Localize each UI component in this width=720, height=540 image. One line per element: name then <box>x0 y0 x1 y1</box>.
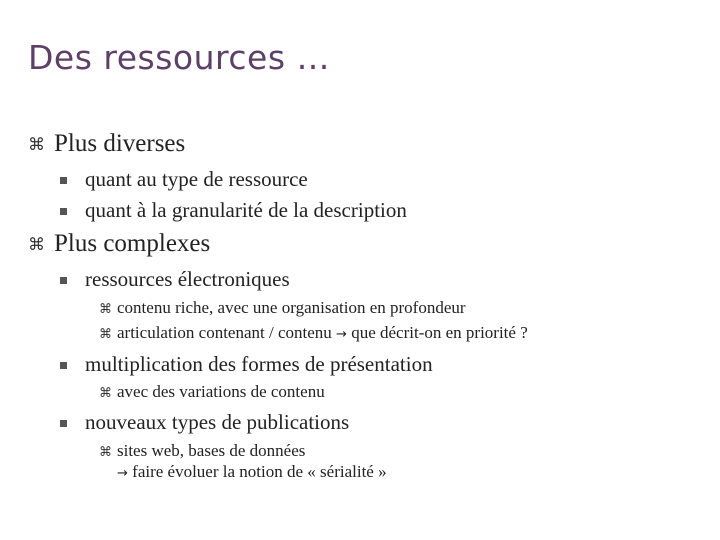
right-arrow-icon: → <box>117 466 128 481</box>
detail-text: contenu riche, avec une organisation en profondeur <box>117 298 466 317</box>
square-bullet-icon <box>60 277 67 284</box>
slide-title: Des ressources … <box>28 38 331 77</box>
detail-text: sites web, bases de données <box>117 441 306 460</box>
command-key-icon: ⌘ <box>99 444 112 459</box>
command-key-icon: ⌘ <box>99 326 112 341</box>
detail-text-after-arrow: que décrit-on en priorité ? <box>351 323 528 342</box>
bullet-label: Plus complexes <box>54 230 211 257</box>
bullet-label: Plus diverses <box>54 130 186 157</box>
detail-serialite <box>117 462 387 482</box>
square-bullet-icon <box>60 208 67 215</box>
sub-bullet-label: quant à la granularité de la description <box>85 198 407 222</box>
square-bullet-icon <box>60 362 67 369</box>
sub-bullet-label: multiplication des formes de présentation <box>85 352 433 376</box>
command-key-icon: ⌘ <box>28 135 45 154</box>
command-key-icon: ⌘ <box>99 385 112 400</box>
sub-bullet-label: ressources électroniques <box>85 267 290 291</box>
detail-text-after-arrow: faire évoluer la notion de « sérialité » <box>132 462 387 481</box>
sub-bullet-label: nouveaux types de publications <box>85 410 350 434</box>
detail-text: avec des variations de contenu <box>117 382 325 401</box>
sub-bullet-label: quant au type de ressource <box>85 167 308 191</box>
square-bullet-icon <box>60 177 67 184</box>
command-key-icon: ⌘ <box>99 301 112 316</box>
right-arrow-icon: → <box>336 327 347 342</box>
detail-text: articulation contenant / contenu <box>117 323 332 342</box>
command-key-icon: ⌘ <box>28 235 45 254</box>
square-bullet-icon <box>60 420 67 427</box>
